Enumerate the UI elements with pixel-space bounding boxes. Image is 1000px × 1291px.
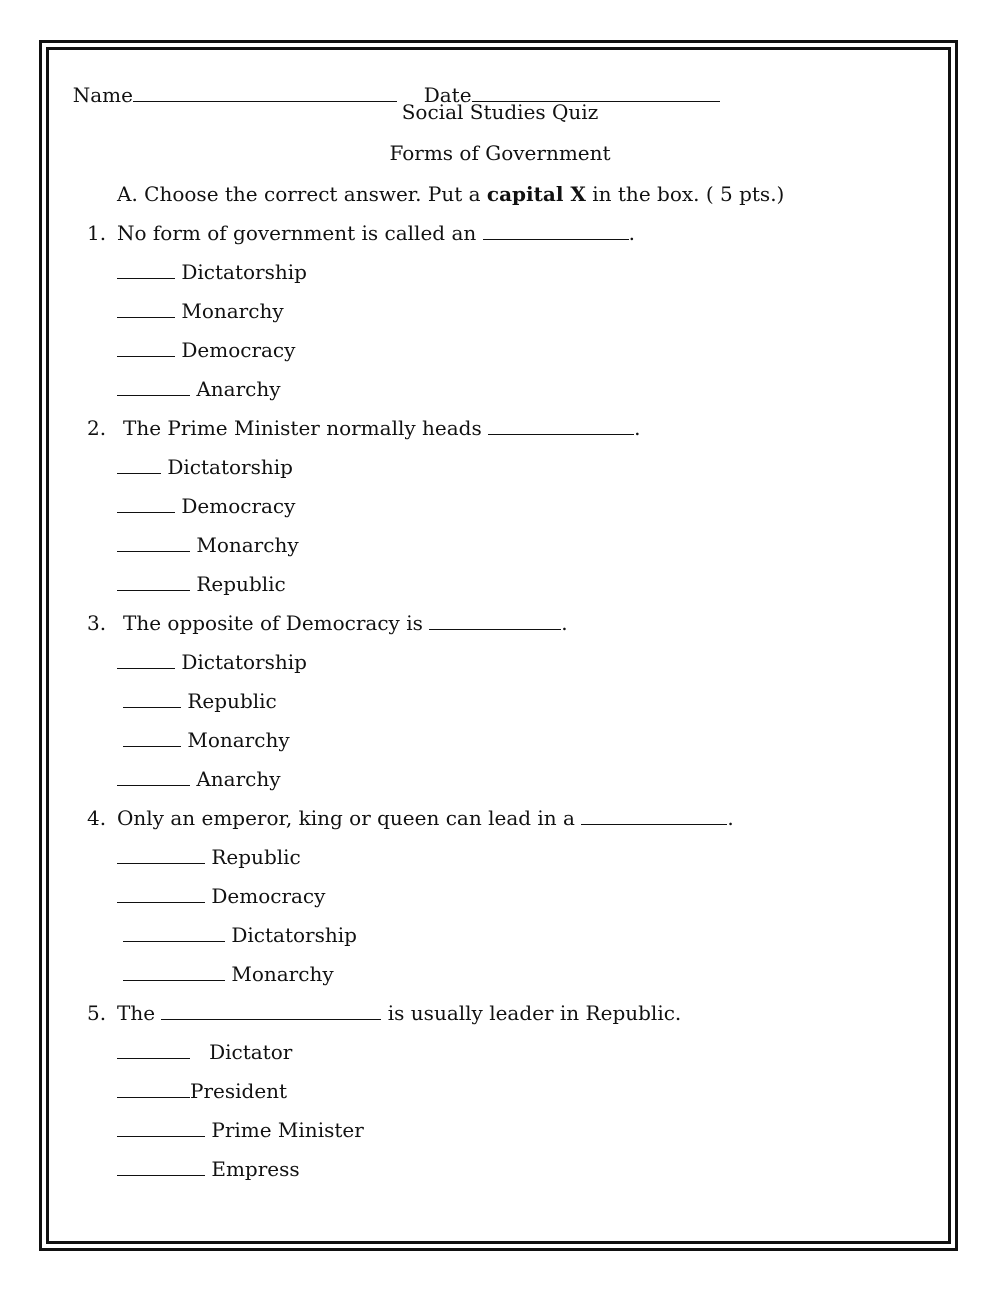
question-blank[interactable] — [483, 221, 629, 240]
instructions — [117, 182, 784, 206]
option-row — [123, 962, 334, 986]
option-row — [117, 533, 299, 557]
quiz-subtitle: Forms of Government — [389, 141, 611, 165]
answer-blank[interactable] — [117, 338, 175, 357]
answer-blank[interactable] — [117, 845, 205, 864]
option-row — [117, 1040, 292, 1064]
option-row — [117, 377, 281, 401]
answer-blank[interactable] — [117, 1040, 190, 1059]
date-label: Date — [423, 83, 472, 107]
answer-blank[interactable] — [117, 884, 205, 903]
option-row — [123, 728, 290, 752]
answer-blank[interactable] — [123, 962, 225, 981]
quiz-title: Social Studies Quiz — [401, 100, 599, 124]
answer-blank[interactable] — [117, 455, 161, 474]
answer-blank[interactable] — [117, 1079, 190, 1098]
option-row — [123, 689, 277, 713]
question-5 — [87, 1001, 681, 1025]
option-label: Democracy — [181, 338, 296, 362]
question-text-end: is usually leader in Republic. — [381, 1001, 682, 1025]
option-label: Dictatorship — [181, 260, 307, 284]
question-text: Only an emperor, king or queen can lead in a — [117, 806, 582, 830]
question-number: 2. — [87, 416, 107, 440]
answer-blank[interactable] — [117, 650, 175, 669]
option-label: Monarchy — [187, 728, 290, 752]
option-row — [117, 845, 301, 869]
option-row — [117, 494, 295, 518]
question-blank[interactable] — [581, 806, 727, 825]
option-row — [117, 260, 307, 284]
question-2 — [87, 416, 640, 440]
option-row — [117, 338, 295, 362]
option-label: Anarchy — [196, 377, 281, 401]
answer-blank[interactable] — [117, 572, 190, 591]
option-label: Monarchy — [231, 962, 334, 986]
option-label: Empress — [211, 1157, 300, 1181]
question-text-end: . — [727, 806, 734, 830]
option-label: Democracy — [181, 494, 296, 518]
answer-blank[interactable] — [117, 1118, 205, 1137]
answer-blank[interactable] — [117, 299, 175, 318]
option-label: Monarchy — [196, 533, 299, 557]
question-text: The opposite of Democracy is — [123, 611, 430, 635]
question-text-end: . — [561, 611, 568, 635]
option-label: Dictatorship — [167, 455, 293, 479]
instructions-prefix: A. Choose the correct answer. Put a — [117, 182, 487, 206]
question-text: The Prime Minister normally heads — [123, 416, 489, 440]
answer-blank[interactable] — [117, 1157, 205, 1176]
option-label: Dictatorship — [231, 923, 357, 947]
answer-blank[interactable] — [117, 260, 175, 279]
option-row — [117, 884, 325, 908]
question-4 — [87, 806, 734, 830]
option-label: President — [190, 1079, 288, 1103]
option-label: Monarchy — [181, 299, 284, 323]
question-number: 3. — [87, 611, 107, 635]
answer-blank[interactable] — [123, 689, 181, 708]
question-blank[interactable] — [488, 416, 634, 435]
question-number: 1. — [87, 221, 107, 245]
option-row — [117, 1157, 300, 1181]
answer-blank[interactable] — [117, 533, 190, 552]
option-row — [117, 767, 281, 791]
question-blank[interactable] — [429, 611, 561, 630]
question-blank[interactable] — [161, 1001, 381, 1020]
answer-blank[interactable] — [117, 494, 175, 513]
question-text: The — [117, 1001, 162, 1025]
question-text-end: . — [634, 416, 641, 440]
option-label: Republic — [196, 572, 286, 596]
option-row — [123, 923, 357, 947]
instructions-suffix: in the box. ( 5 pts.) — [585, 182, 785, 206]
name-label: Name — [72, 83, 133, 107]
option-row — [117, 1079, 287, 1103]
option-row — [117, 299, 284, 323]
option-row — [117, 572, 286, 596]
option-label: Anarchy — [196, 767, 281, 791]
option-label: Republic — [187, 689, 277, 713]
question-number: 4. — [87, 806, 107, 830]
instructions-bold: capital X — [486, 182, 586, 206]
question-number: 5. — [87, 1001, 107, 1025]
answer-blank[interactable] — [117, 767, 190, 786]
option-label: Prime Minister — [211, 1118, 364, 1142]
answer-blank[interactable] — [123, 923, 225, 942]
option-row — [117, 1118, 364, 1142]
question-text: No form of government is called an — [117, 221, 483, 245]
question-1 — [87, 221, 635, 245]
option-label: Republic — [211, 845, 301, 869]
answer-blank[interactable] — [123, 728, 181, 747]
option-label: Democracy — [211, 884, 326, 908]
option-row — [117, 650, 307, 674]
option-row — [117, 455, 293, 479]
option-label: Dictator — [209, 1040, 293, 1064]
answer-blank[interactable] — [117, 377, 190, 396]
option-label: Dictatorship — [181, 650, 307, 674]
question-3 — [87, 611, 568, 635]
question-text-end: . — [628, 221, 635, 245]
